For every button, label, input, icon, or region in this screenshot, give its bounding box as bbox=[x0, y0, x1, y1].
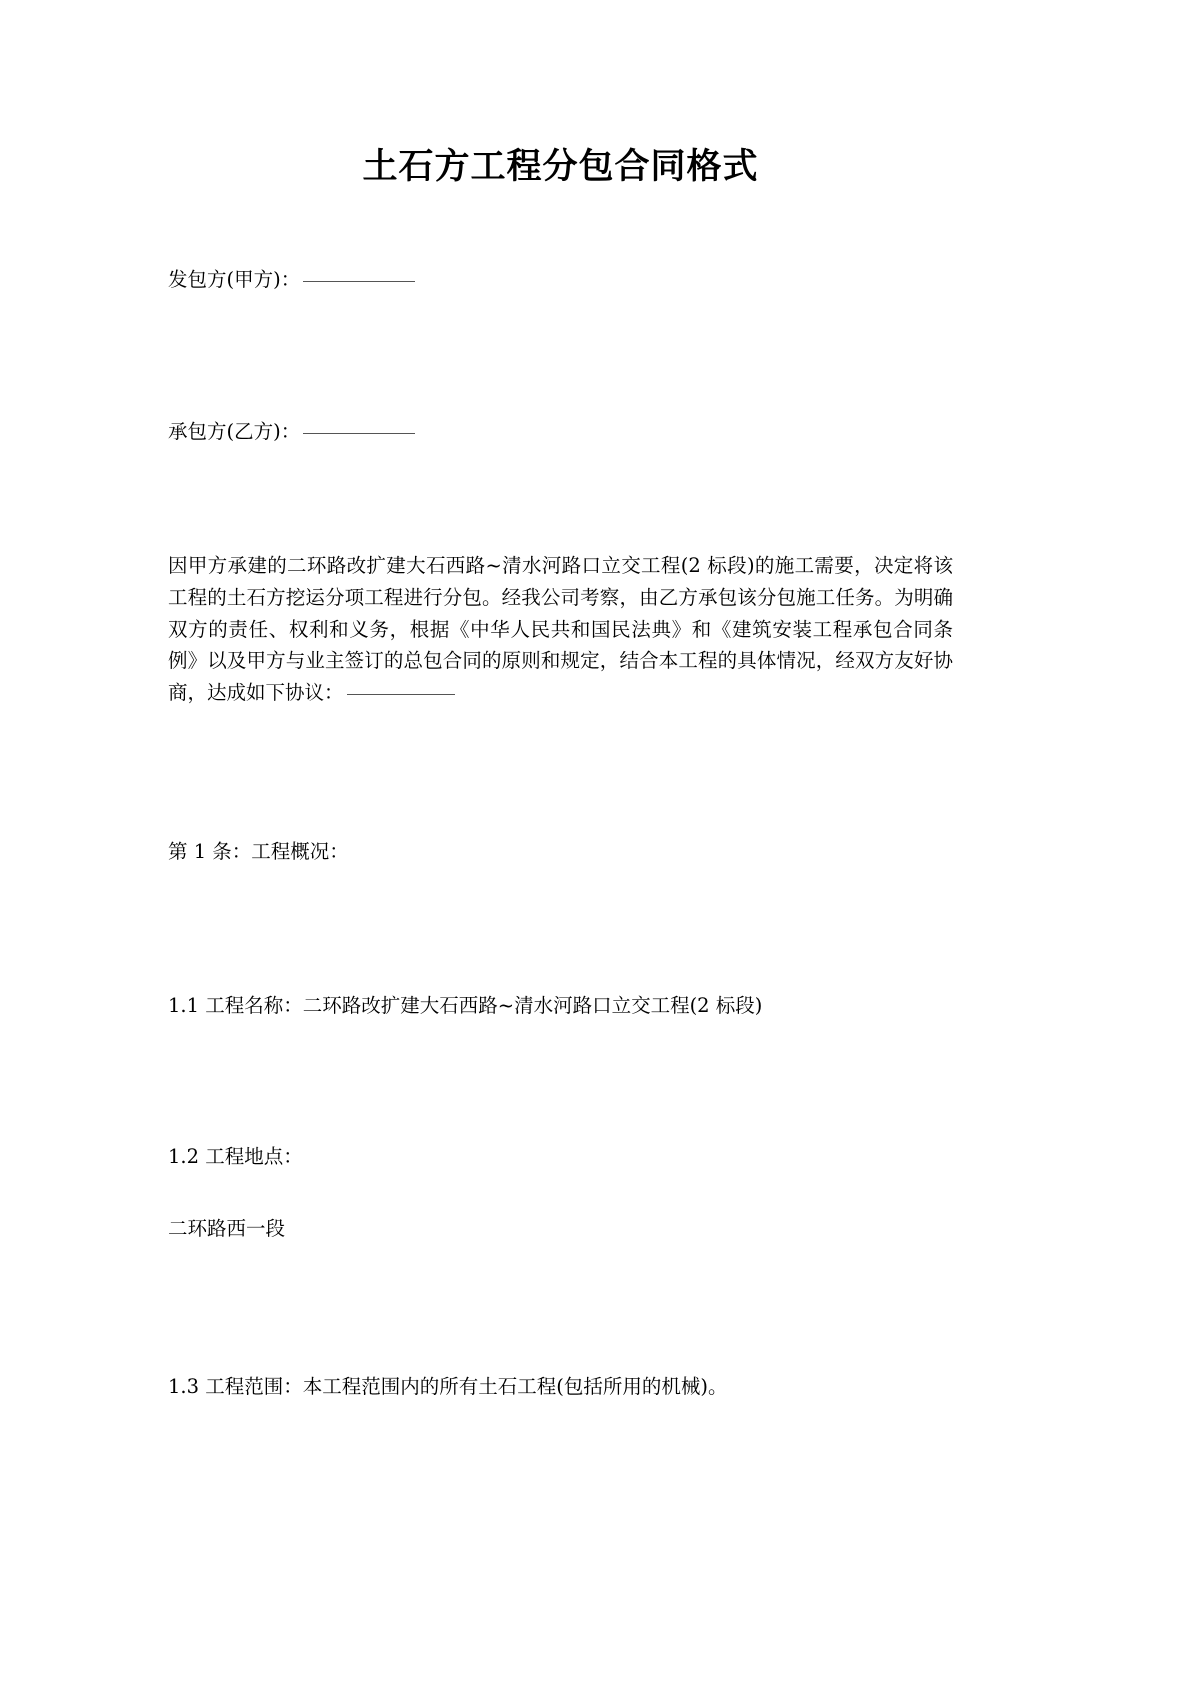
preamble-paragraph bbox=[168, 550, 953, 708]
party-a-line bbox=[168, 264, 953, 296]
item-1-1-number: 1.1 bbox=[168, 993, 200, 1017]
item-1-3-label: 工程范围： bbox=[205, 1374, 303, 1398]
item-1-1 bbox=[168, 990, 953, 1022]
spacer bbox=[168, 296, 953, 416]
spacer bbox=[168, 190, 953, 264]
section-1-heading: 第 1 条：工程概况： bbox=[168, 840, 349, 864]
item-1-2-label: 工程地点： bbox=[205, 1145, 303, 1169]
item-1-3 bbox=[168, 1371, 953, 1403]
item-1-2-location-value: 二环路西一段 bbox=[168, 1217, 286, 1241]
preamble-text: 因甲方承建的二环路改扩建大石西路~清水河路口立交工程(2 标段)的施工需要，决定将该工程的土石方挖运分项工程进行分包。经我公司考察，由乙方承包该分包施工任务。为明确双方的责任、权利和义务，根据《中华人民共和国民法典》和《建筑安装工程承包合同条例》以及甲方与业主签订的总包合同的原则和规定，结合本工程的具体情况，经双方友好协商，达成如下协议： bbox=[168, 554, 953, 704]
document-content bbox=[168, 0, 953, 1402]
item-1-3-value: 本工程范围内的所有土石工程(包括所用的机械)。 bbox=[302, 1374, 728, 1398]
item-1-2-number: 1.2 bbox=[168, 1145, 200, 1169]
item-1-1-value: 二环路改扩建大石西路~清水河路口立交工程(2 标段) bbox=[302, 993, 763, 1017]
party-a-blank[interactable] bbox=[303, 281, 415, 282]
party-b-blank[interactable] bbox=[303, 433, 415, 434]
item-1-1-label: 工程名称： bbox=[205, 993, 303, 1017]
party-a-label: 发包方(甲方)： bbox=[168, 268, 301, 292]
spacer bbox=[168, 447, 953, 550]
party-b-label: 承包方(乙方)： bbox=[168, 419, 301, 443]
spacer bbox=[168, 1245, 953, 1371]
item-1-2 bbox=[168, 1141, 953, 1173]
page-title: 土石方工程分包合同格式 bbox=[362, 146, 759, 187]
spacer bbox=[168, 708, 953, 836]
spacer bbox=[168, 1173, 953, 1213]
preamble-blank[interactable] bbox=[347, 694, 455, 695]
spacer bbox=[168, 1021, 953, 1141]
spacer bbox=[168, 868, 953, 990]
item-1-3-number: 1.3 bbox=[168, 1374, 200, 1398]
party-b-line bbox=[168, 416, 953, 448]
